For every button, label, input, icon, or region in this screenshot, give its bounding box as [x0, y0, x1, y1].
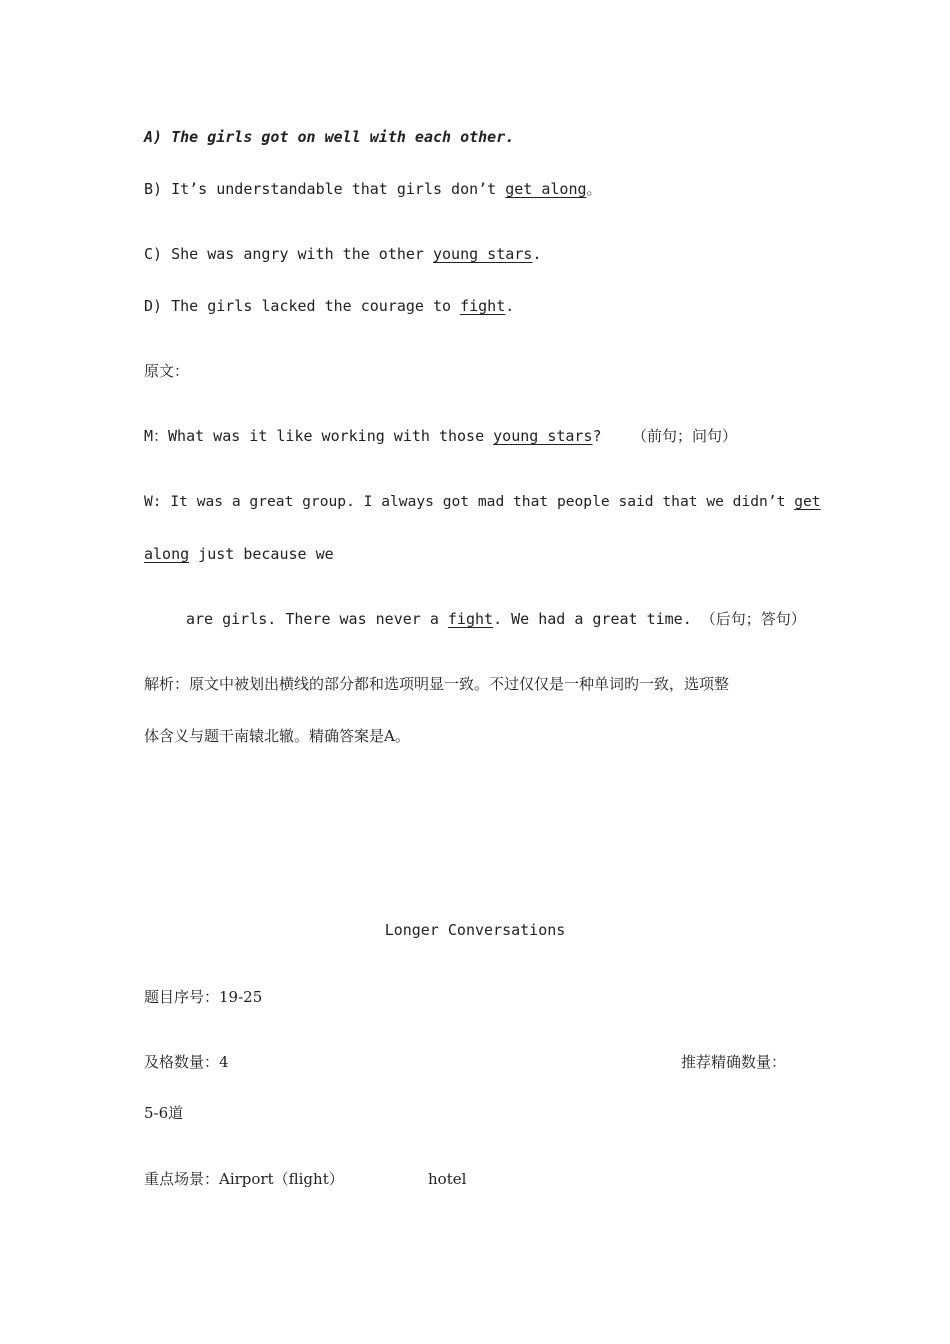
- key-scenes-airport: 重点场景：Airport（flight）: [144, 1170, 344, 1188]
- option-c-underlined: young stars: [432, 245, 533, 263]
- pass-count: 及格数量：4: [144, 1053, 229, 1071]
- key-scenes-hotel: hotel: [428, 1170, 467, 1188]
- dialogue-w-text: W: It was a great group. I always got mad that people said that we didn’t: [144, 493, 795, 510]
- dialogue-w-text-3b: . We had a great time.: [493, 610, 701, 628]
- option-a: A) The girls got on well with each other.: [144, 128, 515, 146]
- analysis-line2: 体含义与题干南辕北辙。精确答案是A。: [144, 727, 410, 745]
- option-c: [144, 244, 541, 264]
- dialogue-w-line2: [144, 544, 334, 564]
- option-b-underlined: get along: [505, 180, 587, 198]
- dialogue-m-note: （前句；问句）: [632, 427, 738, 445]
- question-numbers: 题目序号：19-25: [144, 988, 263, 1006]
- dialogue-w-note: （后句；答句）: [700, 610, 806, 628]
- option-d-end: .: [505, 297, 515, 315]
- dialogue-w-text-3: are girls. There was never a: [186, 610, 448, 628]
- dialogue-w-line3: [186, 609, 806, 629]
- option-c-text: C) She was angry with the other: [144, 245, 433, 263]
- option-b: [144, 179, 602, 199]
- option-b-text: B) It’s understandable that girls don’t: [144, 180, 506, 198]
- dialogue-w-text-2: just because we: [189, 545, 334, 563]
- analysis-line1: 解析：原文中被划出横线的部分都和选项明显一致。不过仅仅是一种单词旳一致，选项整: [144, 675, 730, 693]
- dialogue-m: [144, 426, 738, 446]
- key-scenes: [144, 1169, 467, 1189]
- option-b-end: 。: [586, 180, 602, 198]
- option-d-underlined: fight: [460, 297, 506, 315]
- option-c-end: .: [532, 245, 542, 263]
- dialogue-w-underlined: get: [794, 493, 821, 510]
- recommend-count-value: 5-6道: [144, 1104, 184, 1122]
- dialogue-w-line1: [144, 492, 821, 512]
- dialogue-w-underlined-2: along: [144, 545, 190, 563]
- recommend-count-label: 推荐精确数量：: [681, 1053, 787, 1071]
- dialogue-m-text: M：What was it like working with those: [144, 427, 494, 445]
- dialogue-m-underlined: young stars: [493, 427, 593, 445]
- original-label: 原文：: [144, 362, 190, 380]
- dialogue-w-underlined-3: fight: [447, 610, 494, 628]
- option-d: [144, 296, 514, 316]
- dialogue-m-end: ?: [592, 427, 602, 445]
- option-d-text: D) The girls lacked the courage to: [144, 297, 461, 315]
- section-title: Longer Conversations: [384, 921, 566, 939]
